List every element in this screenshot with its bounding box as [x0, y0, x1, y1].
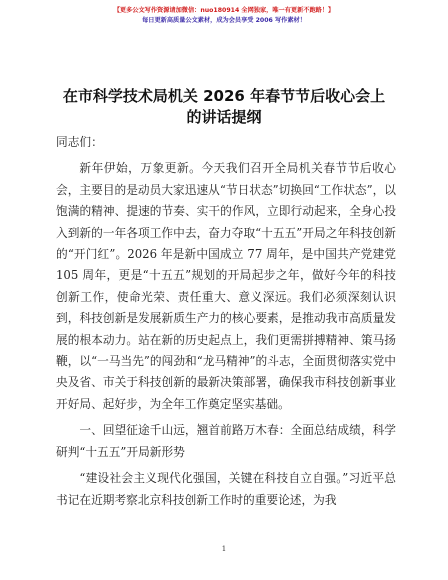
- document-body: [56, 132, 396, 516]
- header-banner: [0, 6, 448, 26]
- banner-promo-line: 【更多公文写作资源请加微信：nuo180914 全网独家，唯一有更新不跑路！】: [113, 7, 335, 14]
- page-number: 1: [221, 545, 227, 553]
- title-line-1: 在市科学技术局机关 2026 年春节节后收心会上: [62, 87, 386, 105]
- banner-subscription-line: 每日更新高质量公文素材，成为会员享受 2006 写作素材！: [142, 17, 306, 24]
- document-title: [0, 86, 448, 128]
- salutation: 同志们：: [56, 135, 103, 149]
- section-heading-1: 一、回望征途千山远，翘首前路万木春：全面总结成绩，科学研判“十五五”开局新形势: [56, 423, 396, 459]
- title-line-2: 的讲话提纲: [186, 108, 262, 126]
- paragraph-opening: 新年伊始，万象更新。今天我们召开全局机关春节节后收心会，主要目的是动员大家迅速从“节日状态”切换回“工作状态”，以饱满的精神、提速的节奏、实干的作风，立即行动起来，全身心投入到新的一年各项工作中去，奋力夺取“十五五”开局之年科技创新的“开门红”。2026 年是新中国成立 77 周年，是中国共产党建党 105 周年，更是“十五五”规划的开局起步之年，做好今年的科技创新工作，使命光荣、责任重大、意义深远。我们必须深刻认识到，科技创新是发展新质生产力的核心要素，是推动我市高质量发展的根本动力。站在新的历史起点上，我们更需拼搏精神、策马扬鞭，以“一马当先”的闯劲和“龙马精神”的斗志，全面贯彻落实党中央及省、市关于科技创新的最新决策部署，确保我市科技创新事业开好局、起好步，为全年工作奠定坚实基础。: [56, 161, 396, 411]
- paragraph-section-1: “建设社会主义现代化强国，关键在科技自立自强。”习近平总书记在近期考察北京科技创新工作时的重要论述，为我: [56, 471, 396, 507]
